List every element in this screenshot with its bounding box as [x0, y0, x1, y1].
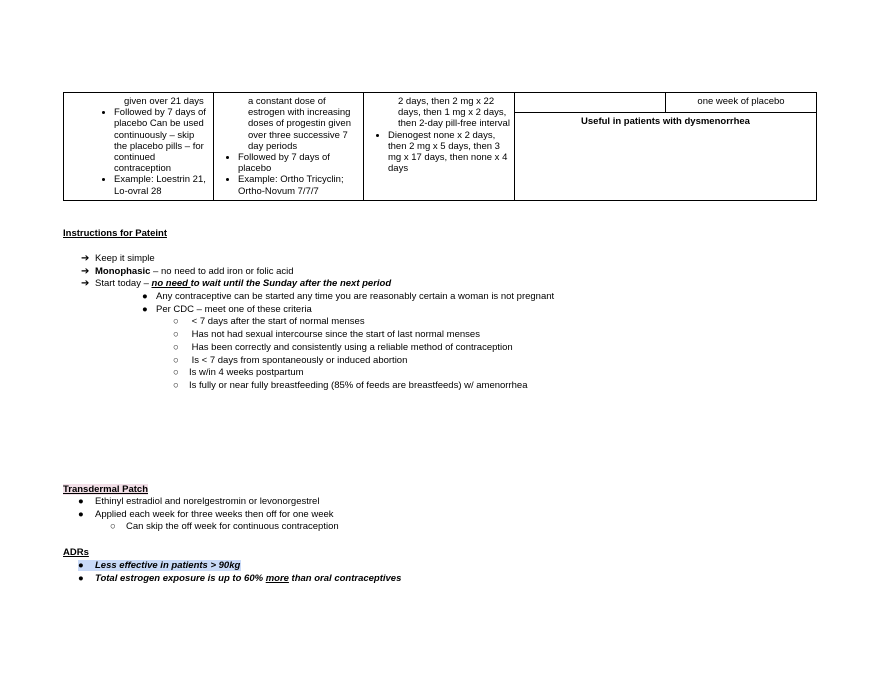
patch-item [78, 496, 339, 509]
bullet-circle-icon: ○ [173, 316, 179, 328]
bullet-dot-icon: ● [78, 508, 84, 520]
table-cell-monophasic [64, 93, 214, 201]
list-item: • Followed by 7 days of placebo [238, 152, 359, 174]
criteria-item [81, 380, 554, 393]
list-item: • Followed by 7 days of placebo Can be used continuously – skip the placebo pills – for continued contraception [114, 107, 209, 174]
adr-item-text: Less effective in patients > 90kg [95, 560, 241, 571]
bullet-circle-icon: ○ [173, 354, 179, 366]
cell-bullets [218, 152, 359, 197]
bullet-dot-icon: ● [78, 572, 84, 584]
instruction-text: – no need to add iron or folic acid [150, 265, 294, 277]
instruction-text: Keep it simple [95, 253, 155, 264]
criteria-text: Has been correctly and consistently using a reliable method of contraception [189, 341, 513, 353]
sub-item [81, 291, 554, 304]
bullet-circle-icon: ○ [173, 341, 179, 353]
criteria-item [81, 367, 554, 380]
criteria-text: Has not had sexual intercourse since the start of last normal menses [189, 329, 480, 341]
table-cell-empty [515, 93, 666, 113]
bullet-dot-icon: ● [78, 496, 84, 507]
patch-sub-item [78, 521, 339, 534]
instruction-item [81, 253, 554, 266]
criteria-text: Is w/in 4 weeks postpartum [189, 367, 304, 379]
criteria-text: < 7 days after the start of normal menses [189, 316, 365, 328]
regimen-table [63, 92, 817, 201]
adr-item [78, 573, 401, 586]
table-cell-dysmenorrhea-note: Useful in patients with dysmenorrhea [515, 113, 817, 201]
patch-heading [63, 484, 148, 495]
cell-lead-text: given over 21 days [124, 96, 204, 107]
adrs-heading: ADRs [63, 547, 89, 558]
bullet-dot-icon: ● [142, 303, 148, 315]
sub-item-text: Per CDC – meet one of these criteria [156, 303, 312, 315]
instructions-list [81, 253, 554, 393]
patch-heading-text: Transdermal Patch [63, 484, 149, 495]
cell-lead-text: 2 days, then 2 mg x 22 days, then 1 mg x 2 days, then 2-day pill-free interval [398, 96, 510, 130]
arrow-bullet-icon: ➔ [81, 253, 90, 264]
adr-item-text: Total estrogen exposure is up to 60% [95, 572, 266, 584]
adr-underlined-text: more [265, 572, 289, 584]
bullet-dot-icon: ● [142, 291, 148, 303]
list-item: • Example: Ortho Tricyclin; Ortho-Novum 7/7/7 [238, 174, 359, 196]
bullet-circle-icon: ○ [110, 521, 116, 533]
criteria-item [81, 342, 554, 355]
cell-lead-text: a constant dose of estrogen with increasing doses of progestin given over three successive 7 day periods [248, 96, 351, 152]
criteria-item [81, 316, 554, 329]
patch-list [78, 496, 339, 534]
sub-item [81, 304, 554, 317]
bullet-circle-icon: ○ [173, 329, 179, 341]
criteria-text: Is < 7 days from spontaneously or induced abortion [189, 354, 408, 366]
criteria-item [81, 355, 554, 368]
adr-item [78, 560, 401, 573]
table-cell-triphasic [214, 93, 364, 201]
adr-item-text: than oral contraceptives [288, 572, 402, 584]
cell-bullets [94, 107, 209, 197]
sub-item-text: Any contraceptive can be started any time you are reasonably certain a woman is not pregnant [156, 291, 555, 303]
arrow-bullet-icon: ➔ [81, 265, 90, 277]
patch-item [78, 509, 339, 522]
instruction-bold-text: to wait until the Sunday after the next period [190, 278, 392, 290]
patch-item-text: Ethinyl estradiol and norelgestromin or levonorgestrel [95, 496, 320, 507]
table-cell-placebo: one week of placebo [666, 93, 817, 113]
instruction-bold-text: Monophasic [95, 265, 151, 277]
patch-item-text: Applied each week for three weeks then off for one week [95, 508, 334, 520]
table-cell-quadriphasic [364, 93, 515, 201]
patch-sub-item-text: Can skip the off week for continuous contraception [126, 521, 339, 533]
criteria-item [81, 329, 554, 342]
list-item: • Dienogest none x 2 days, then 2 mg x 5 days, then 3 mg x 17 days, then none x 4 days [388, 130, 510, 175]
instructions-heading: Instructions for Pateint [63, 228, 167, 239]
instruction-text: Start today – [95, 278, 152, 290]
instruction-item [81, 278, 554, 291]
instruction-item [81, 266, 554, 279]
criteria-text: Is fully or near fully breastfeeding (85% of feeds are breastfeeds) w/ amenorrhea [189, 379, 528, 391]
list-item: • Example: Loestrin 21, Lo-ovral 28 [114, 174, 209, 196]
adrs-list [78, 560, 401, 585]
instruction-underlined-text: no need [151, 278, 191, 290]
bullet-circle-icon: ○ [173, 379, 179, 391]
bullet-dot-icon: ● [78, 560, 84, 571]
cell-bullets [368, 130, 510, 175]
arrow-bullet-icon: ➔ [81, 278, 90, 290]
bullet-circle-icon: ○ [173, 367, 179, 379]
